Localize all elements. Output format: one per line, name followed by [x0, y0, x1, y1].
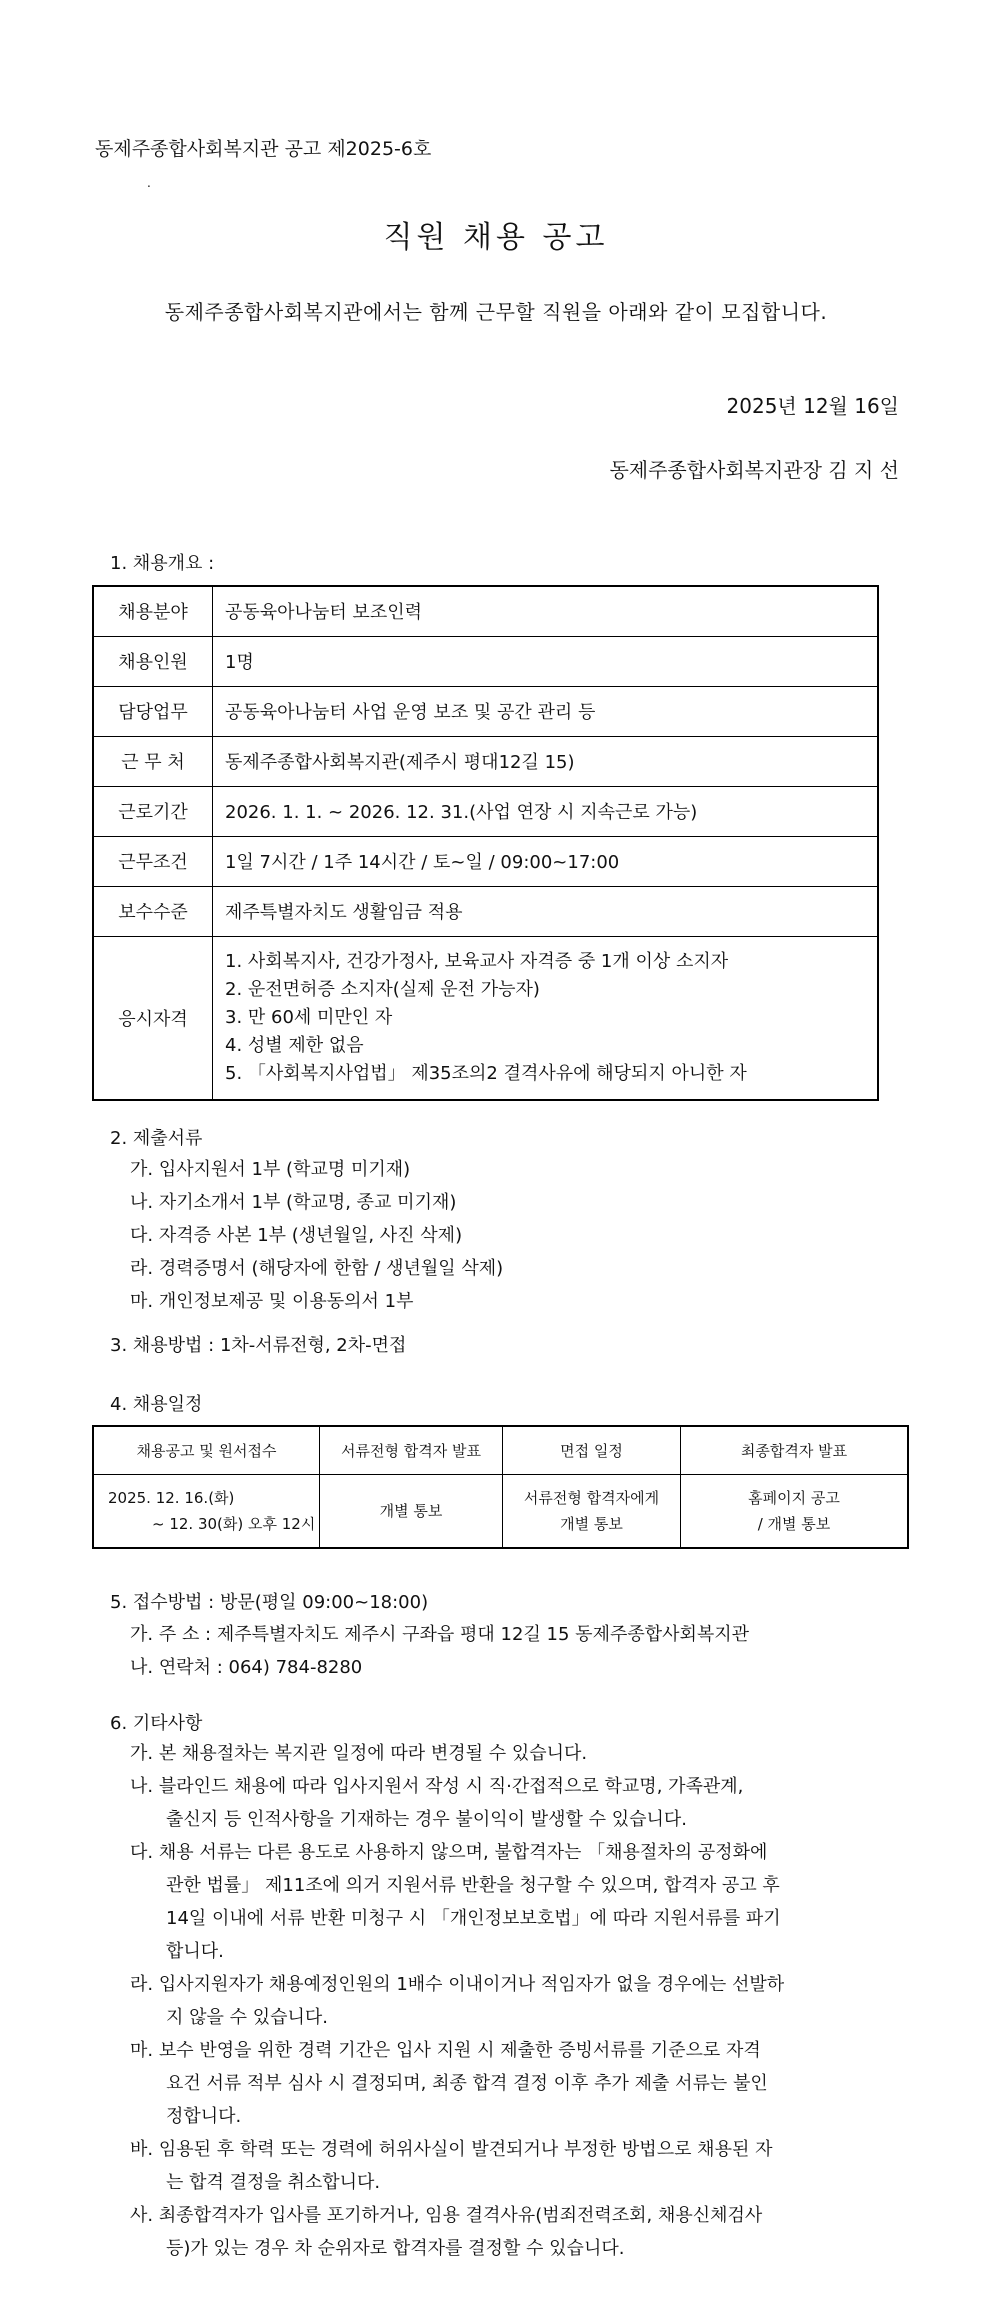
- section4-title: 4. 채용일정: [110, 1394, 203, 1415]
- schedule-cell: [93, 1474, 320, 1548]
- row-label: 근로기간: [93, 786, 213, 836]
- cell-line: 홈페이지 공고: [748, 1488, 840, 1507]
- list-item: 사. 최종합격자가 입사를 포기하거나, 임용 결격사유(범죄전력조회, 채용신체검사: [130, 2205, 763, 2226]
- section5-title: 5. 접수방법 : 방문(평일 09:00~18:00): [110, 1592, 429, 1613]
- list-item: 가. 본 채용절차는 복지관 일정에 따라 변경될 수 있습니다.: [130, 1743, 588, 1764]
- section1-title: 1. 채용개요 :: [110, 553, 215, 574]
- notice-date: 2025년 12월 16일: [726, 394, 899, 418]
- row-value: 2026. 1. 1. ~ 2026. 12. 31.(사업 연장 시 지속근로 가능): [213, 786, 879, 836]
- table-row: [93, 836, 878, 886]
- section6-title: 6. 기타사항: [110, 1713, 203, 1734]
- list-item: 4. 성별 제한 없음: [225, 1034, 364, 1056]
- qualification-list: [213, 936, 879, 1100]
- list-item-continued: 요건 서류 적부 심사 시 결정되며, 최종 합격 결정 이후 추가 제출 서류는 불인: [166, 2073, 768, 2094]
- row-value: 동제주종합사회복지관(제주시 평대12길 15): [213, 736, 879, 786]
- list-item: 다. 채용 서류는 다른 용도로 사용하지 않으며, 불합격자는 「채용절차의 공정화에: [130, 1842, 768, 1863]
- list-item-continued: 지 않을 수 있습니다.: [166, 2007, 328, 2028]
- table-row: [93, 1474, 908, 1548]
- cell-line: 2025. 12. 16.(화): [108, 1488, 235, 1507]
- table-row: [93, 736, 878, 786]
- row-label: 근무조건: [93, 836, 213, 886]
- list-item: 가. 입사지원서 1부 (학교명 미기재): [130, 1159, 411, 1180]
- section3-title: 3. 채용방법 : 1차-서류전형, 2차-면접: [110, 1335, 407, 1356]
- list-item-continued: 정합니다.: [166, 2106, 242, 2127]
- list-item: 다. 자격증 사본 1부 (생년월일, 사진 삭제): [130, 1225, 463, 1246]
- cell-line: 서류전형 합격자에게: [523, 1488, 660, 1507]
- documents-list: [130, 1153, 503, 1318]
- list-item: 1. 사회복지사, 건강가정사, 보육교사 자격증 중 1개 이상 소지자: [225, 950, 729, 972]
- column-header: 채용공고 및 원서접수: [93, 1426, 320, 1474]
- table-row: [93, 786, 878, 836]
- contact-info: [130, 1618, 749, 1684]
- table-row: [93, 886, 878, 936]
- table-row: [93, 586, 878, 636]
- overview-table: [92, 585, 879, 1101]
- row-label: 담당업무: [93, 686, 213, 736]
- list-item: 3. 만 60세 미만인 자: [225, 1006, 393, 1028]
- schedule-cell: [503, 1474, 681, 1548]
- cell-line: ~ 12. 30(화) 오후 12시: [152, 1514, 316, 1533]
- intro-text: 동제주종합사회복지관에서는 함께 근무할 직원을 아래와 같이 모집합니다.: [164, 300, 828, 324]
- row-label: 채용분야: [93, 586, 213, 636]
- column-header: 최종합격자 발표: [681, 1426, 909, 1474]
- row-value: 1일 7시간 / 1주 14시간 / 토~일 / 09:00~17:00: [213, 836, 879, 886]
- table-header-row: [93, 1426, 908, 1474]
- list-item: 마. 보수 반영을 위한 경력 기간은 입사 지원 시 제출한 증빙서류를 기준으로 자격: [130, 2040, 761, 2061]
- row-value: 공동육아나눔터 보조인력: [213, 586, 879, 636]
- list-item-continued: 는 합격 결정을 취소합니다.: [166, 2172, 381, 2193]
- dot-mark: .: [147, 176, 151, 190]
- section2-title: 2. 제출서류: [110, 1128, 203, 1149]
- row-value: 공동육아나눔터 사업 운영 보조 및 공간 관리 등: [213, 686, 879, 736]
- page-title: 직원 채용 공고: [383, 220, 609, 255]
- table-row: [93, 686, 878, 736]
- list-item: 2. 운전면허증 소지자(실제 운전 가능자): [225, 978, 540, 1000]
- address-line: 가. 주 소 : 제주특별자치도 제주시 구좌읍 평대 12길 15 동제주종합사회복지관: [130, 1624, 750, 1645]
- signer: 동제주종합사회복지관장 김 지 선: [609, 458, 899, 482]
- notice-number: 동제주종합사회복지관 공고 제2025-6호: [95, 138, 432, 160]
- schedule-cell: 개별 통보: [320, 1474, 503, 1548]
- cell-line: 개별 통보: [560, 1514, 623, 1533]
- list-item-continued: 합니다.: [166, 1941, 224, 1962]
- row-label: 근 무 처: [93, 736, 213, 786]
- row-value: 제주특별자치도 생활임금 적용: [213, 886, 879, 936]
- row-value: 1명: [213, 636, 879, 686]
- schedule-table: [92, 1425, 909, 1549]
- list-item: 나. 자기소개서 1부 (학교명, 종교 미기재): [130, 1192, 457, 1213]
- list-item: 마. 개인정보제공 및 이용동의서 1부: [130, 1291, 414, 1312]
- table-row: [93, 636, 878, 686]
- contact-line: 나. 연락처 : 064) 784-8280: [130, 1657, 363, 1678]
- list-item-continued: 14일 이내에 서류 반환 미청구 시 「개인정보보호법」에 따라 지원서류를 파기: [166, 1908, 781, 1929]
- row-label: 응시자격: [93, 936, 213, 1100]
- list-item: 라. 경력증명서 (해당자에 한함 / 생년월일 삭제): [130, 1258, 504, 1279]
- column-header: 서류전형 합격자 발표: [320, 1426, 503, 1474]
- list-item-continued: 출신지 등 인적사항을 기재하는 경우 불이익이 발생할 수 있습니다.: [166, 1809, 687, 1830]
- column-header: 면접 일정: [503, 1426, 681, 1474]
- list-item-continued: 관한 법률」 제11조에 의거 지원서류 반환을 청구할 수 있으며, 합격자 공고 후: [166, 1875, 780, 1896]
- schedule-cell: [681, 1474, 909, 1548]
- list-item: 나. 블라인드 채용에 따라 입사지원서 작성 시 직·간접적으로 학교명, 가족관계,: [130, 1776, 744, 1797]
- cell-line: / 개별 통보: [757, 1514, 831, 1533]
- notes-list: [130, 1737, 784, 2265]
- list-item: 5. 「사회복지사업법」 제35조의2 결격사유에 해당되지 아니한 자: [225, 1062, 747, 1084]
- list-item: 바. 임용된 후 학력 또는 경력에 허위사실이 발견되거나 부정한 방법으로 채용된 자: [130, 2139, 773, 2160]
- row-label: 보수수준: [93, 886, 213, 936]
- row-label: 채용인원: [93, 636, 213, 686]
- table-row: [93, 936, 878, 1100]
- list-item-continued: 등)가 있는 경우 차 순위자로 합격자를 결정할 수 있습니다.: [166, 2238, 625, 2259]
- list-item: 라. 입사지원자가 채용예정인원의 1배수 이내이거나 적임자가 없을 경우에는 선발하: [130, 1974, 785, 1995]
